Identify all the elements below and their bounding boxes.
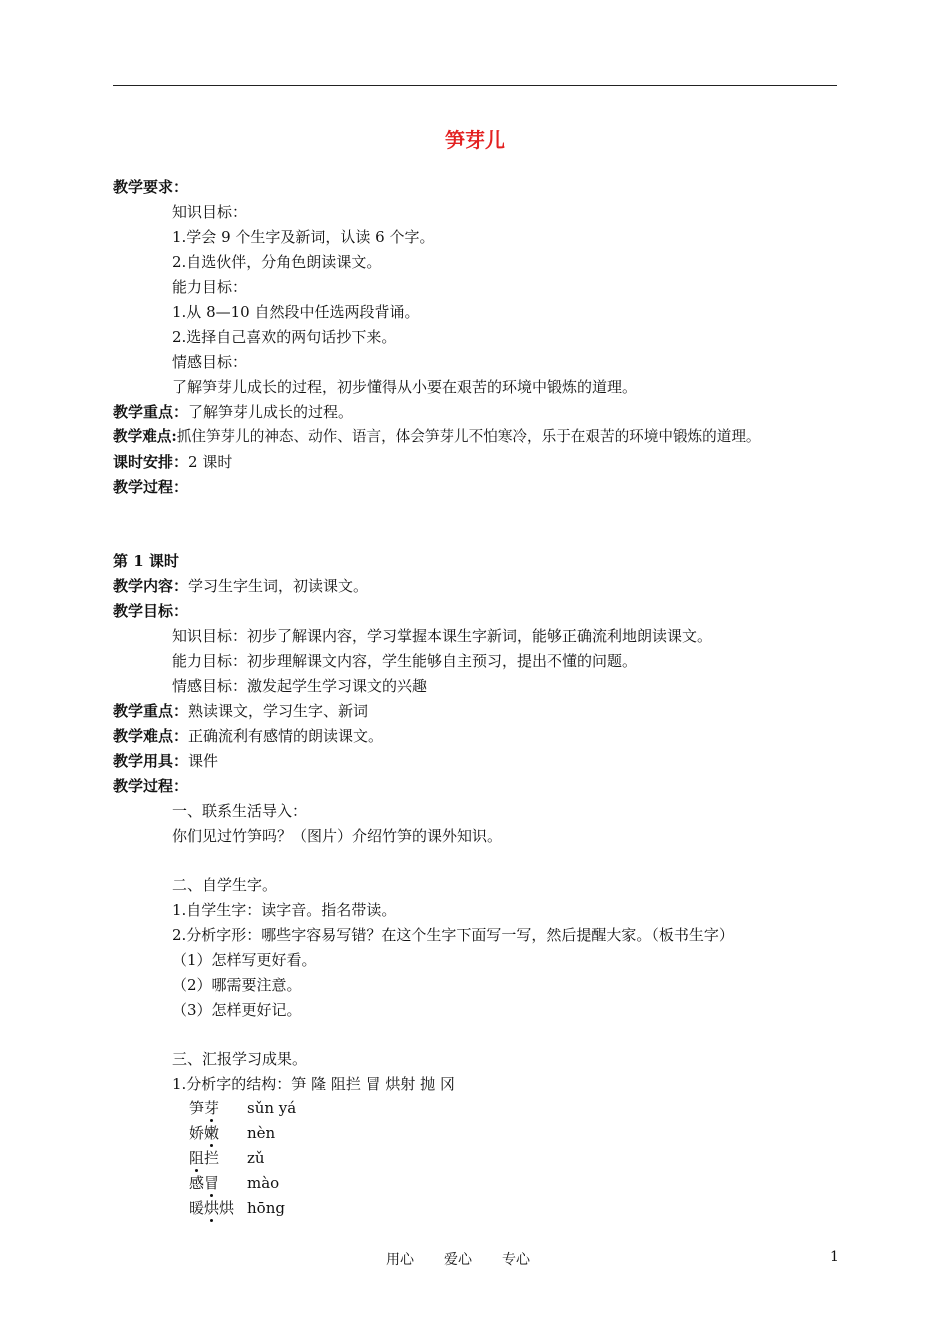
knowledge-item: 2.自选伙伴，分角色朗读课文。 bbox=[172, 253, 382, 271]
schedule-text: 2 课时 bbox=[188, 453, 233, 471]
lesson-difficulty-line bbox=[113, 726, 383, 746]
vocab-word-char: 笋 bbox=[189, 1099, 205, 1117]
step2-item: 2.分析字形：哪些字容易写错？在这个生字下面写一写，然后提醒大家。（板书生字） bbox=[172, 926, 734, 944]
ability-heading: 能力目标： bbox=[172, 278, 248, 296]
lesson-tools-label: 教学用具： bbox=[113, 752, 189, 770]
schedule-label: 课时安排： bbox=[113, 453, 189, 471]
lesson-key-point-label: 教学重点： bbox=[113, 702, 189, 720]
vocab-row bbox=[189, 1198, 234, 1218]
difficulty-text: 抓住笋芽儿的神态、动作、语言，体会笋芽儿不怕寒冷，乐于在艰苦的环境中锻炼的道理。 bbox=[176, 428, 761, 445]
step2-item: 1.自学生字：读字音。指名带读。 bbox=[172, 901, 397, 919]
lesson-goals-label: 教学目标： bbox=[113, 602, 189, 620]
lesson-content-label: 教学内容： bbox=[113, 577, 189, 595]
page-footer bbox=[386, 1249, 560, 1269]
vocab-pinyin: hōng bbox=[247, 1199, 285, 1217]
lesson-goal: 情感目标：激发起学生学习课文的兴趣 bbox=[172, 677, 428, 695]
lesson-content-line bbox=[113, 576, 368, 596]
process-label: 教学过程： bbox=[113, 478, 189, 496]
lesson-key-point-line bbox=[113, 701, 368, 721]
vocab-word-char: 拦 bbox=[204, 1149, 220, 1167]
vocab-word-char: 烘 bbox=[219, 1199, 235, 1217]
emotion-heading: 情感目标： bbox=[172, 353, 248, 371]
vocab-word-char: 暖 bbox=[189, 1199, 205, 1217]
key-point-text: 了解笋芽儿成长的过程。 bbox=[188, 403, 354, 421]
ability-item: 2.选择自己喜欢的两句话抄下来。 bbox=[172, 328, 397, 346]
step2-heading: 二、自学生字。 bbox=[172, 876, 278, 894]
vocab-word-dotted-char: 嫩 bbox=[204, 1124, 220, 1142]
step3-item: 1.分析字的结构：笋 隆 阻拦 冒 烘射 抛 冈 bbox=[172, 1075, 455, 1093]
step3-heading: 三、汇报学习成果。 bbox=[172, 1050, 308, 1068]
step2-item: （1）怎样写更好看。 bbox=[172, 951, 317, 969]
lesson-process-label: 教学过程： bbox=[113, 777, 189, 795]
vocab-word-char: 感 bbox=[189, 1174, 205, 1192]
vocab-row bbox=[189, 1098, 219, 1118]
lesson-difficulty-label: 教学难点： bbox=[113, 727, 189, 745]
lesson-content-text: 学习生字生词，初读课文。 bbox=[188, 577, 369, 595]
vocab-pinyin: mào bbox=[247, 1174, 280, 1192]
vocab-pinyin: sǔn yá bbox=[247, 1099, 297, 1117]
difficulty-line bbox=[113, 427, 761, 447]
header-rule bbox=[113, 85, 837, 86]
knowledge-heading: 知识目标： bbox=[172, 203, 248, 221]
page-number: 1 bbox=[830, 1249, 839, 1265]
document-title: 笋芽儿 bbox=[445, 128, 505, 152]
step2-item: （3）怎样更好记。 bbox=[172, 1001, 302, 1019]
vocab-word-dotted-char: 阻 bbox=[189, 1149, 205, 1167]
lesson-tools-line bbox=[113, 751, 218, 771]
lesson-tools-text: 课件 bbox=[188, 752, 219, 770]
lesson-goal: 知识目标：初步了解课内容，学习掌握本课生字新词，能够正确流利地朗读课文。 bbox=[172, 627, 713, 645]
vocab-row bbox=[189, 1123, 219, 1143]
requirements-label: 教学要求： bbox=[113, 178, 189, 196]
footer-motto: 爱心 bbox=[444, 1252, 472, 1268]
difficulty-label: 教学难点: bbox=[113, 428, 177, 445]
lesson-goal: 能力目标：初步理解课文内容，学生能够自主预习，提出不懂的问题。 bbox=[172, 652, 638, 670]
knowledge-item: 1.学会 9 个生字及新词，认读 6 个字。 bbox=[172, 228, 435, 246]
emotion-text: 了解笋芽儿成长的过程，初步懂得从小要在艰苦的环境中锻炼的道理。 bbox=[172, 378, 638, 396]
lesson-key-point-text: 熟读课文，学习生字、新词 bbox=[188, 702, 369, 720]
key-point-label: 教学重点： bbox=[113, 403, 189, 421]
vocab-row bbox=[189, 1148, 219, 1168]
vocab-row bbox=[189, 1173, 219, 1193]
vocab-word-dotted-char: 冒 bbox=[204, 1174, 220, 1192]
step1-heading: 一、联系生活导入： bbox=[172, 802, 308, 820]
step1-text: 你们见过竹笋吗？（图片）介绍竹笋的课外知识。 bbox=[172, 827, 503, 845]
footer-motto: 专心 bbox=[502, 1252, 530, 1268]
vocab-word-dotted-char: 芽 bbox=[204, 1099, 220, 1117]
lesson-difficulty-text: 正确流利有感情的朗读课文。 bbox=[188, 727, 384, 745]
footer-motto: 用心 bbox=[386, 1252, 414, 1268]
lesson-heading: 第 1 课时 bbox=[113, 552, 179, 570]
step2-item: （2）哪需要注意。 bbox=[172, 976, 302, 994]
key-point-line bbox=[113, 402, 353, 422]
vocab-word-char: 娇 bbox=[189, 1124, 205, 1142]
ability-item: 1.从 8—10 自然段中任选两段背诵。 bbox=[172, 303, 420, 321]
vocab-pinyin: nèn bbox=[247, 1124, 276, 1142]
schedule-line bbox=[113, 452, 232, 472]
vocab-word-dotted-char: 烘 bbox=[204, 1199, 220, 1217]
vocab-pinyin: zǔ bbox=[247, 1149, 265, 1167]
